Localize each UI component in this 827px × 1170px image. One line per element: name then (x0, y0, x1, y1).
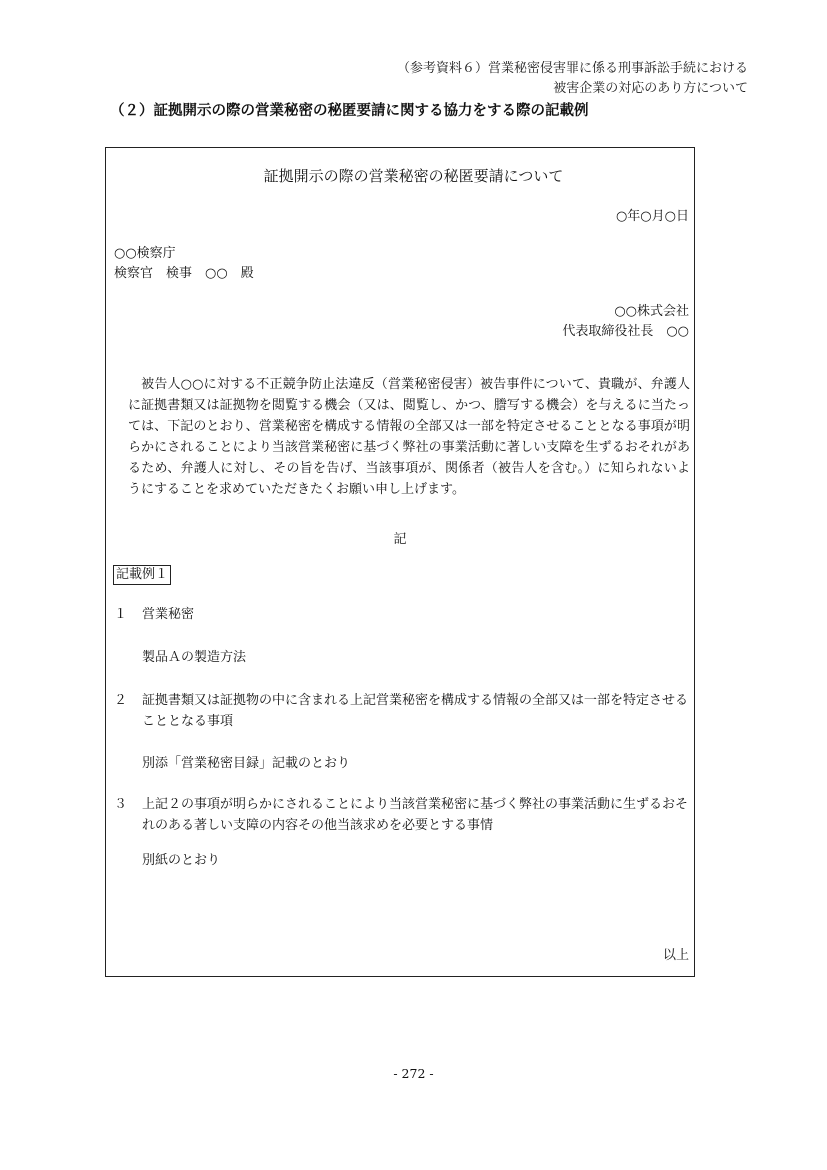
letter-title: 証拠開示の際の営業秘密の秘匿要請について (263, 167, 564, 185)
item-3-detail: 別紙のとおり (142, 853, 221, 868)
example-label-box: 記載例１ (113, 565, 171, 585)
item-2-detail: 別添「営業秘密目録」記載のとおり (142, 756, 351, 771)
item-3-number: ３ (114, 797, 128, 812)
item-1-number: １ (114, 607, 128, 622)
closing-mark: 以上 (662, 948, 689, 963)
letter-body-text: 被告人○○に対する不正競争防止法違反（営業秘密侵害）被告事件について、貴職が、弁護人に証拠書類又は証拠物を閲覧する機会（又は、閲覧し、かつ、謄写する機会）を与えるに当たっては、下記のとおり、営業秘密を構成する情報の全部又は一部を特定させることとなる事項が明らかにされることにより当該営業秘密に基づく弊社の事業活動に著しい支障を生ずるおそれがあるため、弁護人に対し、その旨を告げ、当該事項が、関係者（被告人を含む。）に知られないようにすることを求めていただきたくお願い申し上げます。 (128, 377, 690, 497)
item-3-text: 上記２の事項が明らかにされることにより当該営業秘密に基づく弊社の事業活動に生ずるおそれのある著しい支障の内容その他当該求めを必要とする事情 (142, 797, 689, 833)
letter-date: ○年○月○日 (615, 209, 689, 224)
page-number: - 272 - (393, 1066, 434, 1081)
item-2-number: ２ (114, 693, 128, 708)
ki-mark: 記 (393, 532, 407, 547)
recipient-name: 検察官 検事 ○○ 殿 (114, 266, 254, 281)
item-3 (114, 794, 690, 836)
sender-representative: 代表取締役社長 ○○ (562, 324, 689, 339)
reference-title-line-2: 被害企業の対応のあり方について (553, 81, 748, 96)
item-2-text: 証拠書類又は証拠物の中に含まれる上記営業秘密を構成する情報の全部又は一部を特定させることとなる事項 (142, 693, 689, 729)
letter-body (128, 374, 690, 500)
item-1-text: 営業秘密 (142, 607, 195, 622)
reference-title-line-1: （参考資料６）営業秘密侵害罪に係る刑事訴訟手続における (396, 61, 748, 76)
section-heading: （２）証拠開示の際の営業秘密の秘匿要請に関する協力をする際の記載例 (110, 103, 589, 119)
sender-company: ○○株式会社 (614, 304, 689, 319)
item-2 (114, 690, 690, 732)
item-1-detail: 製品Ａの製造方法 (142, 650, 247, 665)
item-1 (114, 604, 690, 625)
recipient-office: ○○検察庁 (114, 246, 176, 261)
